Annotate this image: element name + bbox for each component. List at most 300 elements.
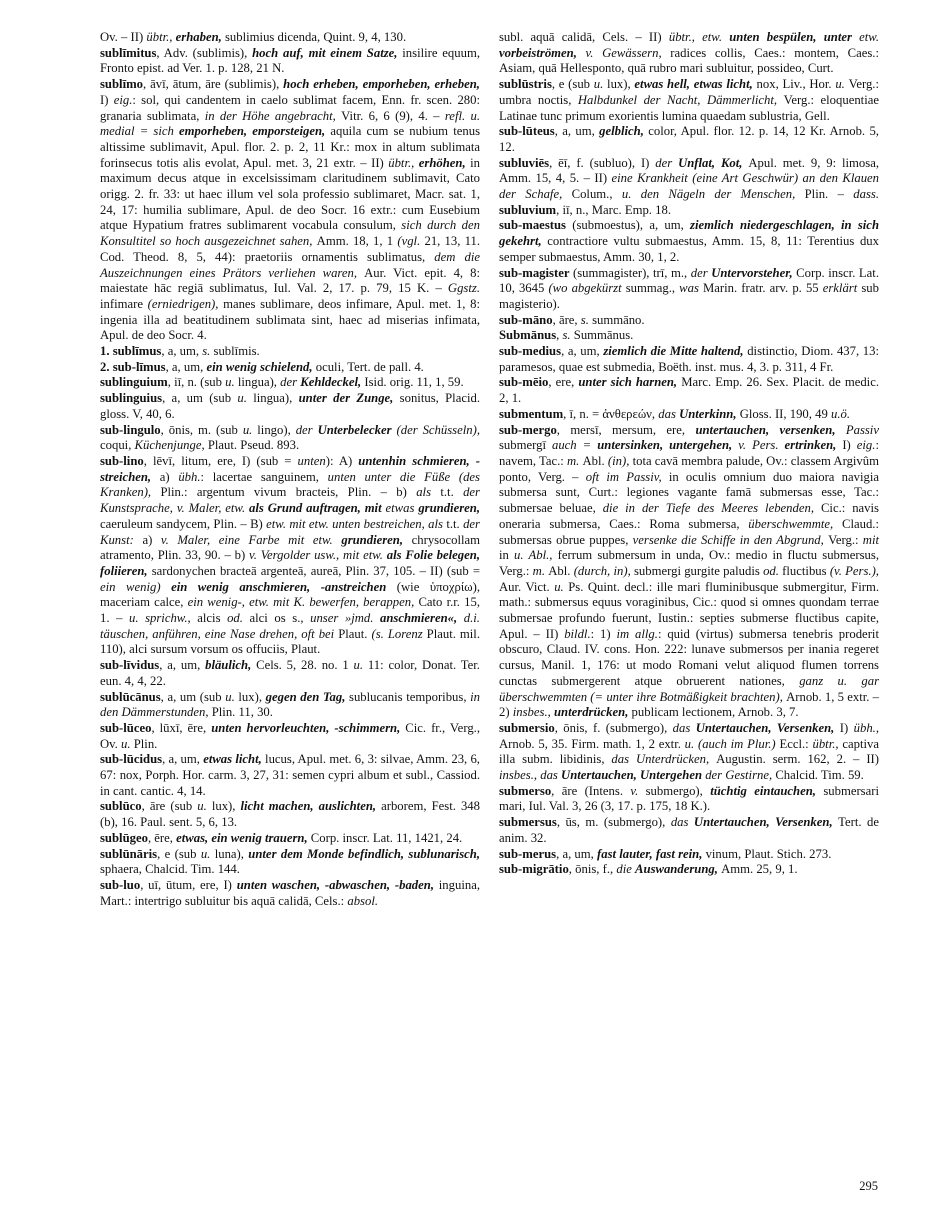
entry-paragraph bbox=[100, 847, 480, 878]
text-run: , āre, bbox=[552, 312, 581, 327]
text-run: publicam lectionem, Arnob. 3, 7. bbox=[631, 705, 799, 720]
text-run: erhaben, bbox=[175, 30, 225, 44]
text-run: u.ö. bbox=[830, 406, 851, 421]
entry-paragraph bbox=[100, 831, 480, 847]
text-run: refl. u. medial = sich bbox=[100, 108, 480, 139]
text-run: s. bbox=[562, 328, 574, 343]
text-run: , ēī, f. (subluo), I) bbox=[549, 155, 656, 170]
text-run: (durch, in), bbox=[573, 563, 634, 578]
entry-paragraph bbox=[499, 862, 879, 878]
text-run: Gloss. II, 190, 49 bbox=[739, 406, 831, 421]
entry-paragraph bbox=[499, 124, 879, 155]
text-run: Untertauchen, Versenken, bbox=[693, 815, 839, 830]
text-run: als Folie belegen, foliieren, bbox=[100, 548, 480, 578]
text-run: Cato r.r. 15, 1. – bbox=[100, 595, 480, 626]
text-run: untertauchen, versenken, bbox=[695, 422, 846, 437]
text-run: das bbox=[658, 406, 680, 421]
text-run: od. bbox=[763, 563, 783, 578]
text-run: t.t. bbox=[440, 485, 464, 500]
text-run: I) bbox=[842, 438, 857, 453]
text-run: (der Schüsseln), bbox=[396, 422, 481, 437]
text-run: u. bbox=[200, 846, 215, 861]
text-run: Unterkinn, bbox=[679, 406, 740, 421]
text-run: ein wenig anschmieren, -anstreichen bbox=[171, 579, 397, 594]
text-run: , ōnis, f., bbox=[568, 862, 617, 877]
text-run: etwas bbox=[385, 501, 419, 516]
text-run: Plaut. Pseud. 893. bbox=[207, 438, 300, 453]
text-run: color, Apul. flor. 12. p. 14, 12 Kr. Arnob. 5, 12. bbox=[499, 124, 879, 154]
text-run: , a, um, bbox=[165, 359, 207, 374]
text-run: sub-lino bbox=[100, 453, 144, 468]
entry-paragraph bbox=[100, 799, 480, 830]
text-run: sub-lūcidus bbox=[100, 752, 163, 767]
text-run: vinum, Plaut. Stich. 273. bbox=[705, 846, 832, 861]
text-run: grundieren, bbox=[341, 532, 412, 547]
text-run: lucus, Apul. met. 6, 3: silvae, Amm. 23, 6, 67: nox, Porph. Hor. carm. 3, 27, 31: semen cypri album et subl., Cassiod. in cant. cantic. 4, 14. bbox=[100, 752, 480, 798]
text-run: insbes., das bbox=[499, 768, 562, 783]
text-run: infimare bbox=[100, 296, 148, 311]
text-run: Ov. – II) bbox=[100, 30, 147, 44]
text-run: Tert. de anim. 32. bbox=[499, 815, 879, 845]
text-run: tota cavā membra palude, Ov.: classem Argivûm ponto, Verg. – bbox=[499, 453, 879, 484]
text-run: eig. bbox=[856, 438, 876, 453]
text-run: caeruleum sandycem, Plin. – B) bbox=[100, 516, 267, 531]
text-run: als Grund auftragen, mit bbox=[249, 501, 386, 516]
text-run: m. bbox=[566, 453, 583, 468]
text-run: untersinken, untergehen, bbox=[597, 438, 739, 453]
entry-paragraph bbox=[100, 30, 480, 46]
text-run: t.t. bbox=[446, 516, 464, 531]
text-run: nox, Liv., Hor. bbox=[756, 77, 836, 92]
text-run: Unterbelecker bbox=[317, 422, 397, 437]
entry-paragraph bbox=[499, 784, 879, 815]
text-run: , ī, n. = ἀνθερεών, bbox=[563, 406, 659, 421]
text-run: unter dem Monde befindlich, sublunarisch, bbox=[248, 846, 481, 861]
text-run: ferrum submersum in unda, Ov.: medio in fluctu submersus, Verg.: bbox=[499, 548, 879, 578]
entry-paragraph bbox=[499, 847, 879, 863]
text-run: Auswanderung, bbox=[635, 862, 722, 877]
text-run: vorbeiströmen, bbox=[499, 45, 586, 60]
text-run: v. Pers. bbox=[738, 438, 785, 453]
text-run: unten hervorleuchten, -schimmern, bbox=[211, 720, 406, 735]
text-run: Untertauchen, Untergehen bbox=[561, 768, 706, 783]
text-run: sub-lingulo bbox=[100, 422, 161, 437]
text-run: I) bbox=[839, 720, 854, 735]
text-run: subluviēs bbox=[499, 155, 550, 170]
text-run: lingua), bbox=[253, 391, 299, 406]
page-number: 295 bbox=[859, 1179, 878, 1193]
text-run: sub-lūteus bbox=[499, 124, 555, 139]
text-run: sub-migrātio bbox=[499, 862, 569, 877]
text-run: Arnob. 1, 5 extr. – 2) bbox=[499, 689, 879, 720]
entry-paragraph bbox=[100, 721, 480, 752]
text-run: übtr., etw. bbox=[668, 30, 730, 44]
text-run: 11: color, Donat. Ter. eun. 4, 4, 22. bbox=[100, 658, 480, 688]
text-run: I) bbox=[100, 92, 114, 107]
text-run: unten bbox=[297, 453, 326, 468]
text-run: Untervorsteher, bbox=[711, 265, 797, 280]
text-run: , lēvī, litum, ere, I) (sub = bbox=[143, 453, 298, 468]
text-run: u. bbox=[593, 77, 608, 92]
text-run: Submānus bbox=[499, 328, 557, 343]
entry-paragraph bbox=[100, 658, 480, 689]
text-run: sublīmis. bbox=[213, 344, 260, 359]
text-run: contractiore vultu submaestus, Amm. 15, 8, 11: Terentius dux semper submaestus, Amm. 30, 1, 2. bbox=[499, 234, 879, 264]
text-run: Cels. 5, 28. no. 1 bbox=[256, 658, 354, 673]
text-run: ertrinken, bbox=[784, 438, 843, 453]
text-run: u. bbox=[242, 422, 258, 437]
text-run: submergī bbox=[499, 438, 552, 453]
text-run: etwas licht, bbox=[203, 752, 266, 767]
entry-paragraph bbox=[100, 77, 480, 344]
text-run: der bbox=[655, 155, 679, 170]
text-run: submersus bbox=[499, 815, 557, 830]
entry-paragraph bbox=[100, 878, 480, 909]
text-run: Passiv bbox=[845, 422, 879, 437]
text-run: subluvium bbox=[499, 202, 557, 217]
text-run: summāno. bbox=[592, 312, 645, 327]
text-run: 21, 13, 11. Cod. Theod. 8, 5, 44): praetoriis ornamentis sublimatus, bbox=[100, 234, 481, 264]
text-run: submerso bbox=[499, 783, 552, 798]
entry-paragraph bbox=[499, 313, 879, 329]
text-run: Arnob. 5, 35. Firm. math. 1, 2 extr. bbox=[499, 736, 685, 751]
text-run: fluctibus bbox=[782, 563, 830, 578]
text-run: sublīmo bbox=[100, 77, 144, 92]
text-run: sub-luo bbox=[100, 877, 141, 892]
text-run: Plaut. mil. 110), alci sursum vorsum os offuciis, Plaut. bbox=[100, 626, 480, 657]
text-run: oft im Passiv, bbox=[585, 469, 669, 484]
text-run: s. bbox=[580, 312, 593, 327]
text-run: in der Höhe angebracht, bbox=[204, 108, 342, 123]
text-run: Cic.: navis oneraria submersa, Caes.: Roma submersa, bbox=[499, 501, 879, 531]
text-run: Abl. bbox=[548, 563, 574, 578]
text-run: v. bbox=[630, 783, 646, 798]
text-run: u. bbox=[225, 375, 238, 390]
text-run: die bbox=[616, 862, 636, 877]
text-run: 2. sub-līmus bbox=[100, 359, 166, 374]
entry-paragraph bbox=[499, 344, 879, 375]
text-run: die in der Tiefe des Meeres lebenden, bbox=[602, 501, 821, 516]
text-run: Plin. – bbox=[804, 187, 854, 202]
text-run: bläulich, bbox=[205, 658, 257, 673]
entry-paragraph bbox=[499, 218, 879, 265]
text-run: (vgl. bbox=[397, 234, 425, 249]
text-run: coqui, bbox=[100, 438, 135, 453]
text-run: u. bbox=[197, 799, 212, 814]
text-run: : 1) bbox=[590, 626, 617, 641]
text-run: a) bbox=[159, 469, 179, 484]
text-run: , iī, n., Marc. Emp. 18. bbox=[556, 202, 672, 217]
text-run: fast lauter, fast rein, bbox=[597, 846, 706, 861]
text-run: u. bbox=[225, 689, 239, 704]
text-run: sich durch den Konsultitel so hoch ausgezeichnet sahen, bbox=[100, 218, 481, 249]
text-run: sub-māno bbox=[499, 312, 553, 327]
text-run: distinctio, Diom. 437, 13: paramesos, quae est submedia, Boëth. inst. mus. 4, 3. p. 311, 4 Fr. bbox=[499, 344, 879, 374]
text-run: (v. Pers.), bbox=[829, 563, 879, 578]
entry-paragraph bbox=[499, 266, 879, 313]
text-run: das bbox=[670, 815, 694, 830]
text-run: ein wenig-, etw. mit K. bewerfen, berappen, bbox=[187, 595, 419, 610]
text-run: sub-medius bbox=[499, 344, 562, 359]
entry-paragraph bbox=[100, 391, 480, 422]
text-run: chrysocollam atramento, Plin. 33, 90. – b) bbox=[100, 532, 480, 563]
text-run: u. bbox=[121, 736, 134, 751]
text-run: lux), bbox=[211, 799, 241, 814]
text-run: , e (sub bbox=[551, 77, 594, 92]
text-run: lux), bbox=[238, 689, 266, 704]
text-run: sub-lūceo bbox=[100, 720, 152, 735]
text-run: aquila cum se nubium tenus altissime sublimavit, Apul. flor. 2. p. 2, 11 Kr.: mox in altum sublimata forinsecus totis alis evolat, Apul. met. 3, 21 extr. – II) bbox=[100, 124, 481, 170]
text-run: Kehldeckel, bbox=[300, 375, 365, 390]
text-run: sublūco bbox=[100, 799, 142, 814]
text-run: ziemlich die Mitte haltend, bbox=[603, 344, 748, 359]
text-run: Verg.: umbra noctis, bbox=[499, 77, 880, 107]
text-run: licht machen, auslichten, bbox=[240, 799, 382, 814]
text-run: , āre (Intens. bbox=[551, 783, 631, 798]
text-run: sublucanis temporibus, bbox=[349, 689, 471, 704]
right-column bbox=[499, 30, 879, 909]
text-run: Ggstz. bbox=[447, 281, 480, 296]
text-run: insilire equum, Fronto epist. ad Ver. 1. p. 128, 21 N. bbox=[100, 45, 480, 76]
text-run: hoch auf, mit einem Satze, bbox=[252, 45, 403, 60]
text-run: unterdrücken, bbox=[553, 705, 632, 720]
text-run: erklärt bbox=[822, 281, 862, 296]
text-run: alci os s., bbox=[249, 611, 311, 626]
text-run: , bbox=[556, 328, 563, 343]
text-run: ein wenig) bbox=[100, 579, 172, 594]
text-run: übh., bbox=[853, 720, 880, 735]
text-run: sub-maestus bbox=[499, 218, 566, 233]
text-run: sub magisterio). bbox=[499, 281, 879, 311]
text-run: sublimius dicenda, Quint. 9, 4, 130. bbox=[225, 30, 407, 44]
text-run: u. Abl., bbox=[514, 548, 558, 563]
entry-paragraph bbox=[100, 46, 480, 77]
text-run: unten bespülen, unter bbox=[729, 30, 860, 44]
text-run: sphaera, Chalcid. Tim. 144. bbox=[100, 862, 240, 877]
text-run: Corp. inscr. Lat. 11, 1421, 24. bbox=[310, 830, 463, 845]
text-run: übh. bbox=[178, 469, 201, 484]
text-run: , ōnis, m. (sub bbox=[160, 422, 243, 437]
text-run: (s. Lorenz bbox=[371, 626, 427, 641]
text-run: , ēre, bbox=[147, 830, 177, 845]
entry-paragraph bbox=[100, 423, 480, 454]
text-run: m. bbox=[532, 563, 549, 578]
text-run: , a, um, bbox=[556, 846, 597, 861]
text-run: , a, um, bbox=[554, 124, 600, 139]
text-run: ): A) bbox=[325, 453, 359, 468]
text-run: lingo), bbox=[257, 422, 296, 437]
text-run: sardonychen bracteā argenteā, aureā, Plin. 37, 105. – II) (sub = bbox=[151, 563, 480, 578]
text-run: in maximum decus atque in excelsissimam claritudinem sublimavit, Cato origg. 2. fr. 33: ut haec illum vel sola professio sublimaret, Macr. sat. 1, 24, 17: humilia sublimare, Apul. de deo Socr. 16 extr.: cum Eusebium atque Hypatium fratres sublimarent vocabula consulum, bbox=[100, 155, 480, 233]
text-run: : quid (virtus) submersa tenebris proderit obscuro, Claud. IV. cons. Hon. 222: lunave submersos per inania regeret cursus, Manil. 1, 176: ut modo Romani velut aliquod flumen torrens cunctas submergerent atque obruerent nationes, bbox=[499, 626, 879, 688]
text-run: luna), bbox=[214, 846, 249, 861]
text-run: , a, um (sub bbox=[160, 689, 226, 704]
text-run: Chalcid. Tim. 59. bbox=[775, 768, 864, 783]
text-run: das Unterdrücken, bbox=[611, 752, 717, 767]
entry-paragraph bbox=[100, 454, 480, 658]
text-run: Plin. bbox=[133, 736, 158, 751]
text-run: Corp. inscr. Lat. 10, 3645 bbox=[499, 265, 879, 296]
text-run: ein wenig schielend, bbox=[206, 359, 316, 374]
text-run: , āvī, ātum, āre (sublimis), bbox=[143, 77, 284, 92]
text-run: was bbox=[679, 281, 703, 296]
text-run: , iī, n. (sub bbox=[167, 375, 226, 390]
text-run: (submoestus), a, um, bbox=[565, 218, 691, 233]
text-run: Marc. Emp. 26. Sex. Placit. de medic. 2, 1. bbox=[499, 375, 879, 406]
text-run: sublūgeo bbox=[100, 830, 148, 845]
text-run: Verg.: bbox=[828, 532, 863, 547]
text-run: , a, um, bbox=[162, 752, 204, 767]
text-run: hoch erheben, emporheben, erheben, bbox=[283, 77, 480, 92]
text-run: der Kunstsprache, v. Maler, etw. bbox=[100, 485, 480, 516]
text-run: Plin. 11, 30. bbox=[211, 705, 273, 720]
text-run: überschwemmte, bbox=[748, 516, 842, 531]
text-run: , ūs, m. (submergo), bbox=[556, 815, 671, 830]
text-run: tüchtig eintauchen, bbox=[710, 783, 824, 798]
text-run: im allg. bbox=[616, 626, 658, 641]
text-run: Aur. Vict. bbox=[499, 579, 555, 594]
text-run: Plaut. bbox=[338, 626, 372, 641]
text-run: übtr., bbox=[388, 155, 419, 170]
text-run: erhöhen, bbox=[418, 155, 471, 170]
text-run: , uī, ūtum, ere, I) bbox=[140, 877, 237, 892]
text-run: , a, um, bbox=[159, 658, 206, 673]
text-run: Abl. bbox=[582, 453, 608, 468]
text-run: ziemlich niedergeschlagen, in sich gekehrt, bbox=[499, 218, 879, 249]
text-run: , mersī, mersum, ere, bbox=[556, 422, 696, 437]
text-run: das bbox=[672, 720, 696, 735]
text-run: , a, um, bbox=[561, 344, 604, 359]
text-run: Apul. met. 9, 9: limosa, Amm. 15, 4, 5. – II) bbox=[499, 155, 880, 186]
text-run: oculi, Tert. de pall. 4. bbox=[315, 359, 424, 374]
text-run: der Gestirne, bbox=[705, 768, 776, 783]
text-run: in den Dämmerstunden, bbox=[100, 689, 480, 720]
text-run: arborem, Fest. 348 (b), 16. Paul. sent. 5, 6, 13. bbox=[100, 799, 480, 830]
text-run: übtr., bbox=[146, 30, 176, 44]
text-run: inguina, Mart.: intertrigo subluitur bis aquā calidā, Cels.: bbox=[100, 877, 481, 908]
text-run: submersio bbox=[499, 720, 555, 735]
entry-paragraph bbox=[499, 30, 879, 77]
text-run: a) bbox=[142, 532, 161, 547]
text-run: s. bbox=[202, 344, 214, 359]
text-run: , lūxī, ēre, bbox=[151, 720, 212, 735]
text-run: v. Gewässern, bbox=[585, 45, 671, 60]
text-run: u. bbox=[835, 77, 849, 92]
text-run: (wie ὑποχρίω), maceriam calce, bbox=[100, 579, 480, 610]
text-run: Ps. Quint. decl.: ille mari fluminibusque submergitur, Firm. math.: submersus equus voraginibus, Cic.: quod si omnes quondam terrae submersae profundo fuerunt, Iustin.: septies submerse fluctibus capite, Apul. – II) bbox=[499, 579, 879, 641]
text-run: unser »jmd. bbox=[310, 611, 380, 626]
text-run: summag., bbox=[625, 281, 680, 296]
text-run: u. sprichw., bbox=[129, 611, 198, 626]
entry-paragraph bbox=[100, 360, 480, 376]
text-run: Plin.: argentum vivum bracteis, Plin. – b) bbox=[160, 485, 417, 500]
text-run: Augustin. serm. 162, 2. – II) bbox=[716, 752, 879, 767]
text-run: sub-mergo bbox=[499, 422, 557, 437]
text-run: der bbox=[690, 265, 712, 280]
left-column bbox=[100, 30, 480, 909]
text-run: subl. aquā calidā, Cels. – II) bbox=[499, 30, 669, 44]
text-run: v. Maler, eine Farbe mit etw. bbox=[160, 532, 342, 547]
text-run: eine Krankheit (eine Art Geschwür) an den Klauen der Schafe, bbox=[499, 171, 880, 202]
text-run: lux), bbox=[607, 77, 635, 92]
text-run: insbes., bbox=[512, 705, 554, 720]
text-run: (wo abgekürzt bbox=[548, 281, 626, 296]
text-run: sublinguium bbox=[100, 375, 168, 390]
text-run: übtr., bbox=[812, 736, 843, 751]
entry-paragraph bbox=[499, 721, 879, 784]
text-run: unter sich harnen, bbox=[578, 375, 682, 390]
text-run: submersari mari, Iul. Val. 3, 26 (3, 17. p. 175, 18 K.). bbox=[499, 783, 879, 814]
text-run: submergi gurgite paludis bbox=[633, 563, 764, 578]
text-run: Eccl.: bbox=[779, 736, 813, 751]
entry-paragraph bbox=[499, 407, 879, 423]
text-run: Aur. Vict. epit. 4, 8: maiestate hāc regiā sublimatus, Iul. Val. 2, 17. p. 79, 15 K. – bbox=[100, 265, 480, 296]
text-run: : lacertae sanguinem, bbox=[200, 469, 328, 484]
text-run: in bbox=[499, 548, 515, 563]
text-run: absol. bbox=[347, 893, 379, 908]
text-run: unter der Zunge, bbox=[298, 391, 400, 406]
text-run: manes sublimare, deos infimare, Apul. met. 1, 8: ingenia illa ad beatitudinem sublimata sint, haec ad miserias infimata, Apul. de deo Socr. 4. bbox=[100, 296, 480, 343]
text-run: : navem, Tac.: bbox=[499, 438, 879, 468]
text-run: grundieren, bbox=[418, 501, 481, 516]
text-run: Isid. orig. 11, 1, 59. bbox=[364, 375, 464, 390]
text-run: ganz u. gar überschwemmten (= unter ihre Botmäßigkeit brachten), bbox=[499, 673, 880, 704]
text-run: radices collis, Caes.: montem, Caes.: Asiam, quā Hellesponto, quā rubro mari subluitur, possideo, Curt. bbox=[499, 45, 879, 76]
text-run: , a, um, bbox=[161, 344, 203, 359]
text-run: der bbox=[295, 422, 318, 437]
text-run: sub-mēio bbox=[499, 375, 549, 390]
text-run: submergo), bbox=[645, 783, 711, 798]
text-run: : sol, qui candentem in caelo sublimat facem, Enn. fr. scen. 280: granaria sublimata, bbox=[100, 92, 480, 123]
text-run: gegen den Tag, bbox=[265, 689, 350, 704]
text-run: , a, um (sub bbox=[162, 391, 238, 406]
text-run: , ōnis, f. (submergo), bbox=[554, 720, 673, 735]
entry-paragraph bbox=[499, 77, 879, 124]
text-run: als bbox=[416, 485, 441, 500]
text-run: , e (sub bbox=[157, 846, 201, 861]
text-run: der Kunst: bbox=[100, 516, 480, 547]
text-run: u. bbox=[237, 391, 254, 406]
text-run: Küchenjunge, bbox=[134, 438, 208, 453]
text-run: (in), bbox=[607, 453, 633, 468]
text-run: alcis bbox=[197, 611, 228, 626]
entry-paragraph bbox=[100, 344, 480, 360]
text-run: sub-merus bbox=[499, 846, 557, 861]
text-run: Vitr. 6, 6 (9), 4. – bbox=[341, 108, 445, 123]
text-run: anschmieren«, bbox=[380, 611, 464, 626]
text-run: 1. sublīmus bbox=[100, 344, 162, 359]
text-run: unten waschen, -abwaschen, -baden, bbox=[236, 877, 439, 892]
text-run: sublūcānus bbox=[100, 689, 161, 704]
text-run: etwas hell, etwas licht, bbox=[634, 77, 757, 92]
text-run: sublūnāris bbox=[100, 846, 158, 861]
text-run: emporheben, emporsteigen, bbox=[179, 124, 331, 139]
text-run: unten unter die Füße (des Kranken), bbox=[100, 469, 480, 500]
text-run: eig. bbox=[113, 92, 133, 107]
text-run: lingua), bbox=[237, 375, 281, 390]
entry-paragraph bbox=[499, 328, 879, 344]
text-run: sublūstris bbox=[499, 77, 552, 92]
entry-paragraph bbox=[499, 423, 879, 721]
text-run: etw. mit etw. unten bestreichen, als bbox=[266, 516, 447, 531]
text-run: gelblich, bbox=[599, 124, 649, 139]
text-run: dass. bbox=[853, 187, 880, 202]
text-run: v. Vergolder usw., mit etw. bbox=[249, 548, 387, 563]
text-run: Colum., bbox=[571, 187, 622, 202]
text-run: u. (auch im Plur.) bbox=[684, 736, 780, 751]
text-run: submentum bbox=[499, 406, 564, 421]
text-run: , ere, bbox=[548, 375, 579, 390]
